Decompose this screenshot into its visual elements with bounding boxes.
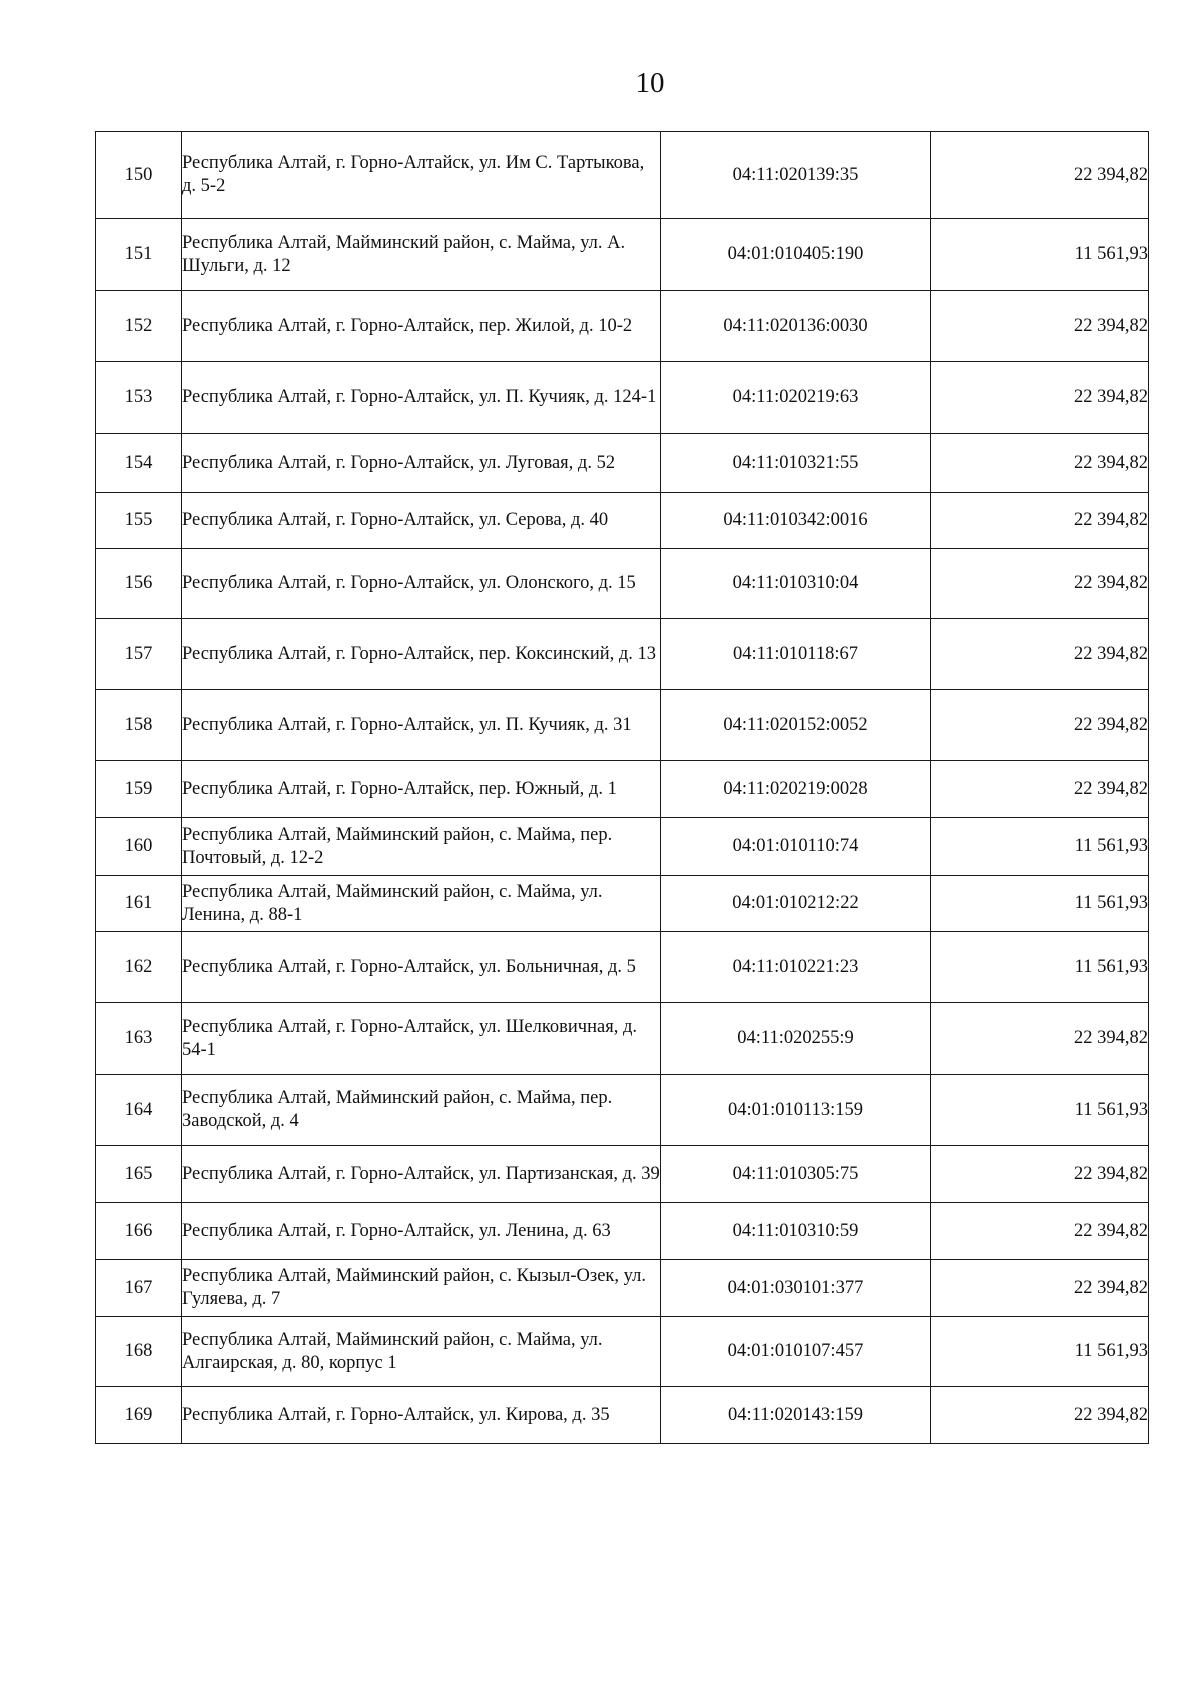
row-address: Республика Алтай, г. Горно-Алтайск, ул. Серова, д. 40 xyxy=(182,493,661,549)
row-address: Республика Алтай, г. Горно-Алтайск, ул. Им С. Тартыкова, д. 5-2 xyxy=(182,132,661,219)
table-row xyxy=(96,132,1149,219)
row-number: 150 xyxy=(96,132,182,219)
row-number: 168 xyxy=(96,1317,182,1387)
row-value: 11 561,93 xyxy=(931,1075,1149,1146)
row-cadastral-number: 04:11:010221:23 xyxy=(661,932,931,1003)
row-address: Республика Алтай, г. Горно-Алтайск, ул. Луговая, д. 52 xyxy=(182,434,661,493)
property-table xyxy=(95,131,1149,1444)
row-number: 158 xyxy=(96,690,182,761)
row-number: 161 xyxy=(96,876,182,932)
row-value: 22 394,82 xyxy=(931,1146,1149,1203)
row-cadastral-number: 04:01:010405:190 xyxy=(661,219,931,291)
row-address: Республика Алтай, г. Горно-Алтайск, пер. Жилой, д. 10-2 xyxy=(182,291,661,362)
row-number: 166 xyxy=(96,1203,182,1260)
row-number: 151 xyxy=(96,219,182,291)
row-address: Республика Алтай, г. Горно-Алтайск, ул. П. Кучияк, д. 124-1 xyxy=(182,362,661,434)
row-address: Республика Алтай, г. Горно-Алтайск, пер. Коксинский, д. 13 xyxy=(182,619,661,690)
row-cadastral-number: 04:11:010305:75 xyxy=(661,1146,931,1203)
row-cadastral-number: 04:01:010107:457 xyxy=(661,1317,931,1387)
row-cadastral-number: 04:01:010212:22 xyxy=(661,876,931,932)
row-value: 11 561,93 xyxy=(931,818,1149,876)
table-row xyxy=(96,876,1149,932)
row-value: 22 394,82 xyxy=(931,1387,1149,1444)
row-value: 22 394,82 xyxy=(931,1003,1149,1075)
table-row xyxy=(96,1146,1149,1203)
row-value: 22 394,82 xyxy=(931,690,1149,761)
row-address: Республика Алтай, Майминский район, с. Майма, ул. Ленина, д. 88-1 xyxy=(182,876,661,932)
row-cadastral-number: 04:11:010310:59 xyxy=(661,1203,931,1260)
row-address: Республика Алтай, Майминский район, с. Кызыл-Озек, ул. Гуляева, д. 7 xyxy=(182,1260,661,1317)
row-cadastral-number: 04:11:020139:35 xyxy=(661,132,931,219)
row-address: Республика Алтай, Майминский район, с. Майма, пер. Заводской, д. 4 xyxy=(182,1075,661,1146)
row-address: Республика Алтай, г. Горно-Алтайск, ул. Партизанская, д. 39 xyxy=(182,1146,661,1203)
table-row xyxy=(96,1260,1149,1317)
table-row xyxy=(96,818,1149,876)
row-number: 152 xyxy=(96,291,182,362)
row-cadastral-number: 04:11:020255:9 xyxy=(661,1003,931,1075)
row-number: 164 xyxy=(96,1075,182,1146)
row-address: Республика Алтай, Майминский район, с. Майма, ул. А. Шульги, д. 12 xyxy=(182,219,661,291)
row-number: 153 xyxy=(96,362,182,434)
row-value: 22 394,82 xyxy=(931,362,1149,434)
table-row xyxy=(96,690,1149,761)
row-number: 160 xyxy=(96,818,182,876)
row-value: 11 561,93 xyxy=(931,1317,1149,1387)
row-number: 165 xyxy=(96,1146,182,1203)
row-value: 22 394,82 xyxy=(931,619,1149,690)
table-row xyxy=(96,493,1149,549)
table-row xyxy=(96,434,1149,493)
table-row xyxy=(96,1003,1149,1075)
row-cadastral-number: 04:11:020219:63 xyxy=(661,362,931,434)
row-address: Республика Алтай, г. Горно-Алтайск, ул. Больничная, д. 5 xyxy=(182,932,661,1003)
row-address: Республика Алтай, г. Горно-Алтайск, ул. Олонского, д. 15 xyxy=(182,549,661,619)
row-value: 22 394,82 xyxy=(931,1203,1149,1260)
row-address: Республика Алтай, Майминский район, с. Майма, ул. Алгаирская, д. 80, корпус 1 xyxy=(182,1317,661,1387)
table-row xyxy=(96,219,1149,291)
table-row xyxy=(96,761,1149,818)
row-address: Республика Алтай, Майминский район, с. Майма, пер. Почтовый, д. 12-2 xyxy=(182,818,661,876)
property-table-body xyxy=(96,132,1149,1444)
row-number: 167 xyxy=(96,1260,182,1317)
row-cadastral-number: 04:11:020136:0030 xyxy=(661,291,931,362)
row-value: 22 394,82 xyxy=(931,291,1149,362)
page-number: 10 xyxy=(635,67,665,99)
row-cadastral-number: 04:11:010310:04 xyxy=(661,549,931,619)
row-address: Республика Алтай, г. Горно-Алтайск, ул. Ленина, д. 63 xyxy=(182,1203,661,1260)
row-value: 11 561,93 xyxy=(931,932,1149,1003)
row-value: 22 394,82 xyxy=(931,761,1149,818)
table-row xyxy=(96,362,1149,434)
table-row xyxy=(96,1387,1149,1444)
row-value: 22 394,82 xyxy=(931,132,1149,219)
row-address: Республика Алтай, г. Горно-Алтайск, пер. Южный, д. 1 xyxy=(182,761,661,818)
row-number: 157 xyxy=(96,619,182,690)
row-cadastral-number: 04:11:020152:0052 xyxy=(661,690,931,761)
row-number: 162 xyxy=(96,932,182,1003)
table-row xyxy=(96,1317,1149,1387)
row-number: 156 xyxy=(96,549,182,619)
table-row xyxy=(96,291,1149,362)
row-address: Республика Алтай, г. Горно-Алтайск, ул. Кирова, д. 35 xyxy=(182,1387,661,1444)
table-row xyxy=(96,619,1149,690)
row-address: Республика Алтай, г. Горно-Алтайск, ул. П. Кучияк, д. 31 xyxy=(182,690,661,761)
row-address: Республика Алтай, г. Горно-Алтайск, ул. Шелковичная, д. 54-1 xyxy=(182,1003,661,1075)
row-cadastral-number: 04:11:010118:67 xyxy=(661,619,931,690)
row-value: 11 561,93 xyxy=(931,219,1149,291)
table-row xyxy=(96,932,1149,1003)
row-value: 22 394,82 xyxy=(931,493,1149,549)
row-cadastral-number: 04:01:010110:74 xyxy=(661,818,931,876)
row-number: 163 xyxy=(96,1003,182,1075)
row-number: 155 xyxy=(96,493,182,549)
row-value: 22 394,82 xyxy=(931,549,1149,619)
row-cadastral-number: 04:01:030101:377 xyxy=(661,1260,931,1317)
row-value: 22 394,82 xyxy=(931,1260,1149,1317)
table-row xyxy=(96,1075,1149,1146)
row-number: 169 xyxy=(96,1387,182,1444)
row-cadastral-number: 04:01:010113:159 xyxy=(661,1075,931,1146)
row-number: 154 xyxy=(96,434,182,493)
row-value: 22 394,82 xyxy=(931,434,1149,493)
table-row xyxy=(96,549,1149,619)
row-cadastral-number: 04:11:010321:55 xyxy=(661,434,931,493)
table-row xyxy=(96,1203,1149,1260)
row-value: 11 561,93 xyxy=(931,876,1149,932)
row-cadastral-number: 04:11:010342:0016 xyxy=(661,493,931,549)
row-cadastral-number: 04:11:020219:0028 xyxy=(661,761,931,818)
row-cadastral-number: 04:11:020143:159 xyxy=(661,1387,931,1444)
row-number: 159 xyxy=(96,761,182,818)
